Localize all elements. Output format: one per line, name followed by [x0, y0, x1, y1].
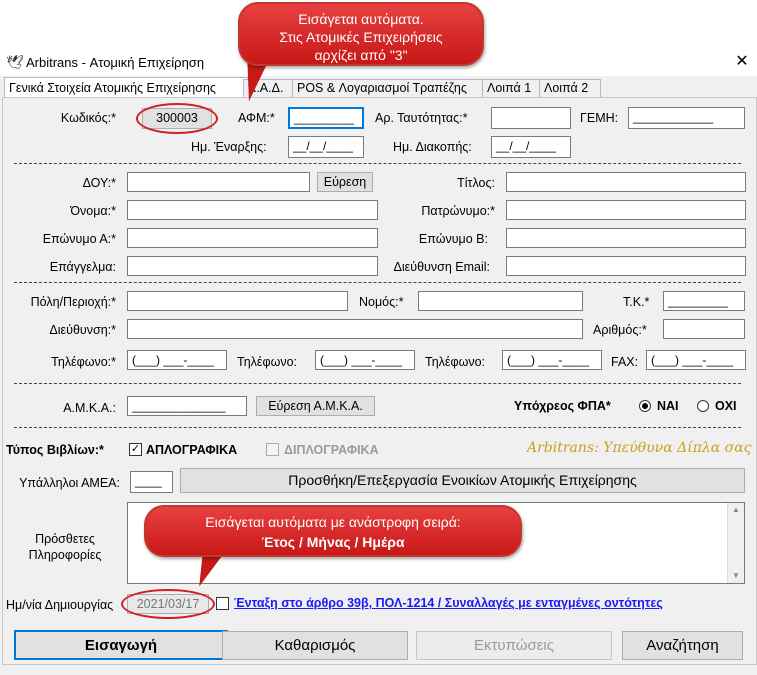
surname-a-label: Επώνυμο Α:*: [42, 232, 116, 246]
amka-label: Α.Μ.Κ.Α.:: [63, 401, 116, 415]
callout-bottom-line-1: Εισάγεται αυτόματα με ανάστροφη σειρά:: [205, 514, 461, 530]
notes-scrollbar[interactable]: [727, 503, 744, 583]
first-name-label: Όνομα:*: [70, 204, 116, 218]
doy-label: ΔΟΥ:*: [82, 176, 116, 190]
single-entry-label: ΑΠΛΟΓΡΑΦΙΚΑ: [146, 443, 238, 457]
print-button: Εκτυπώσεις: [416, 631, 612, 660]
double-entry-label: ΔΙΠΛΟΓΡΑΦΙΚΑ: [284, 443, 379, 457]
fax-field[interactable]: (___) ___-____: [646, 350, 746, 370]
tab-pos-banks[interactable]: POS & Λογαριασμοί Τραπέζης: [292, 79, 488, 97]
father-name-field[interactable]: [506, 200, 746, 220]
tab-misc-2[interactable]: Λοιπά 2: [539, 79, 601, 97]
callout-top-line-3: αρχίζει από "3": [314, 47, 408, 63]
phone-2-field[interactable]: (___) ___-____: [315, 350, 415, 370]
clear-button[interactable]: Καθαρισμός: [222, 631, 408, 660]
callout-top-line-2: Στις Ατομικές Επιχειρήσεις: [279, 29, 443, 45]
tab-kad[interactable]: Κ.Α.Δ.: [243, 79, 297, 97]
phone-3-label: Τηλέφωνο:: [425, 355, 486, 369]
title-field[interactable]: [506, 172, 746, 192]
gemi-field[interactable]: ____________: [628, 107, 745, 129]
gemi-label: ΓΕΜΗ:: [580, 111, 619, 125]
window-title: Arbitrans - Ατομική Επιχείρηση: [26, 55, 205, 70]
books-type-label: Τύπος Βιβλίων:*: [6, 443, 104, 457]
address-label: Διεύθυνση:*: [49, 323, 116, 337]
prefecture-label: Νομός:*: [359, 295, 404, 309]
id-number-label: Αρ. Ταυτότητας:*: [375, 111, 468, 125]
amka-search-button[interactable]: Εύρεση Α.Μ.Κ.Α.: [256, 396, 375, 416]
first-name-field[interactable]: [127, 200, 378, 220]
street-number-field[interactable]: [663, 319, 745, 339]
close-icon[interactable]: ✕: [735, 53, 749, 70]
end-date-field[interactable]: __/__/____: [491, 136, 571, 158]
vat-no-radio[interactable]: [697, 400, 709, 412]
afm-field[interactable]: _________: [288, 107, 364, 129]
title-label: Τίτλος:: [457, 176, 495, 190]
separator: [14, 282, 741, 283]
amka-field[interactable]: ______________: [127, 396, 247, 416]
separator: [14, 383, 741, 384]
app-logo-icon: 🕊: [6, 54, 24, 70]
tab-misc-1[interactable]: Λοιπά 1: [482, 79, 544, 97]
callout-top: [238, 2, 484, 66]
article-39b-link[interactable]: Ένταξη στο άρθρο 39β, ΠΟΛ-1214 / Συναλλαγές με ενταγμένες οντότητες: [234, 596, 663, 610]
double-entry-checkbox[interactable]: [266, 443, 279, 456]
end-date-label: Ημ. Διακοπής:: [393, 140, 472, 154]
notes-label: [6, 531, 124, 563]
created-date-label: Ημ/νία Δημιουργίας: [6, 598, 114, 612]
email-label: Διεύθυνση Email:: [393, 260, 490, 274]
scroll-down-icon[interactable]: ▼: [732, 571, 740, 580]
single-entry-checkbox[interactable]: ✓: [130, 443, 141, 455]
tab-general[interactable]: Γενικά Στοιχεία Ατομικής Επιχείρησης: [4, 77, 248, 98]
profession-field[interactable]: [127, 256, 378, 276]
callout-top-line-1: Εισάγεται αυτόματα.: [298, 11, 424, 27]
callout-bottom-line-2: Έτος / Μήνας / Ημέρα: [261, 534, 405, 550]
slogan: Arbitrans: Υπεύθυνα Δίπλα σας: [527, 440, 752, 456]
id-number-field[interactable]: [491, 107, 571, 129]
code-label: Κωδικός:*: [60, 111, 116, 125]
profession-label: Επάγγελμα:: [49, 260, 116, 274]
start-date-label: Ημ. Έναρξης:: [191, 140, 267, 154]
zip-field[interactable]: _________: [663, 291, 745, 311]
search-button[interactable]: Αναζήτηση: [622, 631, 743, 660]
insert-button[interactable]: Εισαγωγή: [14, 630, 228, 660]
vat-yes-radio[interactable]: [639, 400, 651, 412]
rentals-button[interactable]: Προσθήκη/Επεξεργασία Ενοικίων Ατομικής Επιχείρησης: [180, 468, 745, 493]
surname-b-field[interactable]: [506, 228, 746, 248]
code-highlight-ring: [136, 103, 218, 134]
vat-yes-label: ΝΑΙ: [657, 399, 679, 413]
city-field[interactable]: [127, 291, 348, 311]
separator: [14, 427, 741, 428]
phone-3-field[interactable]: (___) ___-____: [502, 350, 602, 370]
article-39b-checkbox[interactable]: [216, 597, 229, 610]
zip-label: Τ.Κ.*: [623, 295, 650, 309]
email-field[interactable]: [506, 256, 746, 276]
vat-no-label: ΟΧΙ: [715, 399, 737, 413]
surname-a-field[interactable]: [127, 228, 378, 248]
separator: [14, 163, 741, 164]
notes-label-line-1: Πρόσθετες: [35, 532, 95, 546]
surname-b-label: Επώνυμο Β:: [418, 232, 488, 246]
afm-label: ΑΦΜ:*: [238, 111, 275, 125]
vat-label: Υπόχρεος ΦΠΑ*: [514, 399, 611, 413]
street-number-label: Αριθμός:*: [593, 323, 647, 337]
address-field[interactable]: [127, 319, 583, 339]
date-highlight-ring: [121, 589, 215, 619]
father-name-label: Πατρώνυμο:*: [421, 204, 495, 218]
start-date-field[interactable]: __/__/____: [288, 136, 364, 158]
created-date-field: 2021/03/17: [127, 594, 209, 614]
phone-2-label: Τηλέφωνο:: [237, 355, 298, 369]
amea-employees-label: Υπάλληλοι ΑΜΕΑ:: [19, 476, 120, 490]
doy-field[interactable]: [127, 172, 310, 192]
fax-label: FAX:: [611, 355, 639, 369]
code-field: 300003: [142, 108, 212, 129]
scroll-up-icon[interactable]: ▲: [732, 505, 740, 514]
phone-1-label: Τηλέφωνο:*: [51, 355, 116, 369]
city-label: Πόλη/Περιοχή:*: [30, 295, 116, 309]
prefecture-field[interactable]: [418, 291, 583, 311]
notes-label-line-2: Πληροφορίες: [28, 548, 102, 562]
phone-1-field[interactable]: (___) ___-____: [127, 350, 227, 370]
doy-search-button[interactable]: Εύρεση: [317, 172, 373, 192]
amea-employees-field[interactable]: ____: [130, 471, 173, 493]
callout-bottom: [144, 505, 522, 557]
